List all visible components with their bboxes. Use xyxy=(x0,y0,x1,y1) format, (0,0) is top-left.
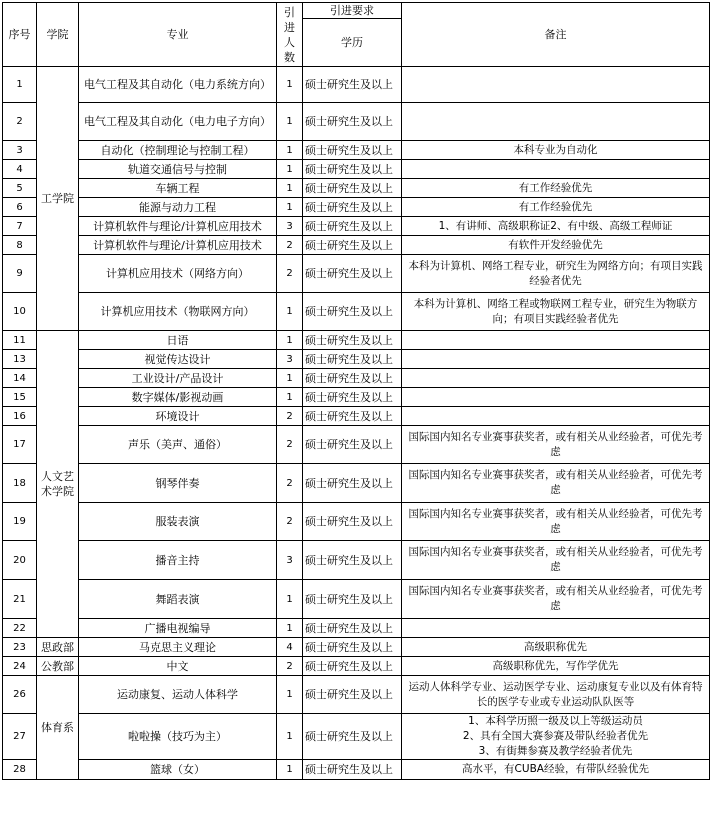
count-cell: 1 xyxy=(277,714,303,760)
education-cell: 硕士研究生及以上 xyxy=(303,198,402,217)
seq-cell: 4 xyxy=(3,160,37,179)
seq-cell: 23 xyxy=(3,638,37,657)
header-major: 专业 xyxy=(79,3,277,67)
major-cell: 啦啦操（技巧为主） xyxy=(79,714,277,760)
count-cell: 3 xyxy=(277,541,303,580)
table-row xyxy=(3,541,710,580)
remark-cell: 本科专业为自动化 xyxy=(402,141,710,160)
count-cell: 1 xyxy=(277,293,303,331)
education-cell: 硕士研究生及以上 xyxy=(303,67,402,103)
major-cell: 篮球（女） xyxy=(79,760,277,780)
remark-cell xyxy=(402,103,710,141)
remark-cell: 国际国内知名专业赛事获奖者，或有相关从业经验者，可优先考虑 xyxy=(402,541,710,580)
major-cell: 声乐（美声、通俗） xyxy=(79,426,277,464)
count-cell: 1 xyxy=(277,331,303,350)
major-cell: 自动化（控制理论与控制工程） xyxy=(79,141,277,160)
table-row xyxy=(3,293,710,331)
remark-line: 1、本科学历照一级及以上等级运动员 xyxy=(468,715,643,727)
remark-cell: 有工作经验优先 xyxy=(402,198,710,217)
major-cell: 工业设计/产品设计 xyxy=(79,369,277,388)
college-cell: 工学院 xyxy=(37,67,79,331)
seq-cell: 5 xyxy=(3,179,37,198)
major-cell: 日语 xyxy=(79,331,277,350)
seq-cell: 11 xyxy=(3,331,37,350)
count-cell: 2 xyxy=(277,236,303,255)
count-cell: 1 xyxy=(277,369,303,388)
remark-cell xyxy=(402,369,710,388)
table-row xyxy=(3,236,710,255)
major-cell: 环境设计 xyxy=(79,407,277,426)
education-cell: 硕士研究生及以上 xyxy=(303,541,402,580)
remark-cell: 国际国内知名专业赛事获奖者，或有相关从业经验者，可优先考虑 xyxy=(402,464,710,503)
seq-cell: 15 xyxy=(3,388,37,407)
count-cell: 2 xyxy=(277,464,303,503)
major-cell: 车辆工程 xyxy=(79,179,277,198)
major-cell: 电气工程及其自动化（电力系统方向） xyxy=(79,67,277,103)
seq-cell: 18 xyxy=(3,464,37,503)
major-cell: 广播电视编导 xyxy=(79,619,277,638)
seq-cell: 21 xyxy=(3,580,37,619)
header-row-1 xyxy=(3,3,710,19)
count-cell: 1 xyxy=(277,760,303,780)
major-cell: 马克思主义理论 xyxy=(79,638,277,657)
seq-cell: 17 xyxy=(3,426,37,464)
major-cell: 视觉传达设计 xyxy=(79,350,277,369)
seq-cell: 28 xyxy=(3,760,37,780)
major-cell: 计算机软件与理论/计算机应用技术 xyxy=(79,217,277,236)
header-seq: 序号 xyxy=(3,3,37,67)
table-row xyxy=(3,676,710,714)
remark-cell: 高级职称优先 xyxy=(402,638,710,657)
remark-cell xyxy=(402,331,710,350)
recruitment-table xyxy=(2,2,710,780)
remark-cell xyxy=(402,407,710,426)
table-row xyxy=(3,388,710,407)
remark-cell: 高级职称优先，写作学优先 xyxy=(402,657,710,676)
table-row xyxy=(3,760,710,780)
major-cell: 舞蹈表演 xyxy=(79,580,277,619)
education-cell: 硕士研究生及以上 xyxy=(303,369,402,388)
count-cell: 2 xyxy=(277,503,303,541)
major-cell: 运动康复、运动人体科学 xyxy=(79,676,277,714)
seq-cell: 14 xyxy=(3,369,37,388)
seq-cell: 2 xyxy=(3,103,37,141)
seq-cell: 3 xyxy=(3,141,37,160)
seq-cell: 13 xyxy=(3,350,37,369)
education-cell: 硕士研究生及以上 xyxy=(303,407,402,426)
education-cell: 硕士研究生及以上 xyxy=(303,350,402,369)
remark-cell: 1、有讲师、高级职称证2、有中级、高级工程师证 xyxy=(402,217,710,236)
seq-cell: 7 xyxy=(3,217,37,236)
remark-cell xyxy=(402,350,710,369)
table-row xyxy=(3,619,710,638)
education-cell: 硕士研究生及以上 xyxy=(303,293,402,331)
education-cell: 硕士研究生及以上 xyxy=(303,580,402,619)
count-cell: 1 xyxy=(277,179,303,198)
education-cell: 硕士研究生及以上 xyxy=(303,676,402,714)
seq-cell: 16 xyxy=(3,407,37,426)
remark-cell xyxy=(402,388,710,407)
header-remark: 备注 xyxy=(402,3,710,67)
count-cell: 2 xyxy=(277,255,303,293)
seq-cell: 8 xyxy=(3,236,37,255)
table-row xyxy=(3,407,710,426)
remark-cell: 国际国内知名专业赛事获奖者，或有相关从业经验者，可优先考虑 xyxy=(402,426,710,464)
education-cell: 硕士研究生及以上 xyxy=(303,388,402,407)
header-count: 引进人数 xyxy=(277,3,303,67)
remark-cell: 本科为计算机、网络工程专业，研究生为网络方向；有项目实践经验者优先 xyxy=(402,255,710,293)
count-cell: 1 xyxy=(277,388,303,407)
remark-cell: 有软件开发经验优先 xyxy=(402,236,710,255)
major-cell: 数字媒体/影视动画 xyxy=(79,388,277,407)
count-cell: 1 xyxy=(277,141,303,160)
college-cell: 思政部 xyxy=(37,638,79,657)
table-row xyxy=(3,141,710,160)
table-row xyxy=(3,67,710,103)
education-cell: 硕士研究生及以上 xyxy=(303,217,402,236)
major-cell: 服装表演 xyxy=(79,503,277,541)
count-cell: 3 xyxy=(277,217,303,236)
count-cell: 3 xyxy=(277,350,303,369)
education-cell: 硕士研究生及以上 xyxy=(303,760,402,780)
count-cell: 1 xyxy=(277,103,303,141)
education-cell: 硕士研究生及以上 xyxy=(303,236,402,255)
table-row xyxy=(3,198,710,217)
seq-cell: 22 xyxy=(3,619,37,638)
remark-line: 3、有街舞参赛及教学经验者优先 xyxy=(478,745,633,757)
remark-cell: 运动人体科学专业、运动医学专业、运动康复专业以及有体育特长的医学专业或专业运动队队医等 xyxy=(402,676,710,714)
header-college: 学院 xyxy=(37,3,79,67)
seq-cell: 10 xyxy=(3,293,37,331)
table-row xyxy=(3,503,710,541)
table-row xyxy=(3,217,710,236)
education-cell: 硕士研究生及以上 xyxy=(303,657,402,676)
college-cell: 人文艺术学院 xyxy=(37,331,79,638)
table-row xyxy=(3,714,710,760)
seq-cell: 27 xyxy=(3,714,37,760)
table-row xyxy=(3,179,710,198)
remark-line: 2、具有全国大赛参赛及带队经验者优先 xyxy=(462,730,649,742)
major-cell: 中文 xyxy=(79,657,277,676)
education-cell: 硕士研究生及以上 xyxy=(303,426,402,464)
education-cell: 硕士研究生及以上 xyxy=(303,464,402,503)
table-row xyxy=(3,350,710,369)
college-cell: 体育系 xyxy=(37,676,79,780)
education-cell: 硕士研究生及以上 xyxy=(303,179,402,198)
table-body xyxy=(3,3,710,780)
seq-cell: 26 xyxy=(3,676,37,714)
major-cell: 电气工程及其自动化（电力电子方向） xyxy=(79,103,277,141)
table-row xyxy=(3,369,710,388)
remark-cell: 有工作经验优先 xyxy=(402,179,710,198)
count-cell: 1 xyxy=(277,580,303,619)
seq-cell: 1 xyxy=(3,67,37,103)
table-row xyxy=(3,331,710,350)
remark-cell: 本科为计算机、网络工程或物联网工程专业，研究生为物联方向；有项目实践经验者优先 xyxy=(402,293,710,331)
remark-cell: 国际国内知名专业赛事获奖者，或有相关从业经验者，可优先考虑 xyxy=(402,580,710,619)
count-cell: 1 xyxy=(277,67,303,103)
table-row xyxy=(3,464,710,503)
education-cell: 硕士研究生及以上 xyxy=(303,638,402,657)
table-row xyxy=(3,657,710,676)
table-row xyxy=(3,580,710,619)
major-cell: 播音主持 xyxy=(79,541,277,580)
major-cell: 计算机应用技术（物联网方向） xyxy=(79,293,277,331)
table-row xyxy=(3,426,710,464)
education-cell: 硕士研究生及以上 xyxy=(303,331,402,350)
remark-cell xyxy=(402,619,710,638)
count-cell: 1 xyxy=(277,676,303,714)
remark-cell: 高水平，有CUBA经验，有带队经验优先 xyxy=(402,760,710,780)
table-row xyxy=(3,160,710,179)
count-cell: 1 xyxy=(277,198,303,217)
college-cell: 公教部 xyxy=(37,657,79,676)
seq-cell: 24 xyxy=(3,657,37,676)
count-cell: 1 xyxy=(277,619,303,638)
header-requirement-group: 引进要求 xyxy=(303,3,402,19)
education-cell: 硕士研究生及以上 xyxy=(303,714,402,760)
remark-cell xyxy=(402,714,710,760)
education-cell: 硕士研究生及以上 xyxy=(303,103,402,141)
major-cell: 钢琴伴奏 xyxy=(79,464,277,503)
seq-cell: 20 xyxy=(3,541,37,580)
seq-cell: 9 xyxy=(3,255,37,293)
count-cell: 2 xyxy=(277,657,303,676)
major-cell: 计算机软件与理论/计算机应用技术 xyxy=(79,236,277,255)
remark-cell xyxy=(402,67,710,103)
remark-cell xyxy=(402,160,710,179)
seq-cell: 19 xyxy=(3,503,37,541)
major-cell: 能源与动力工程 xyxy=(79,198,277,217)
education-cell: 硕士研究生及以上 xyxy=(303,255,402,293)
major-cell: 计算机应用技术（网络方向） xyxy=(79,255,277,293)
major-cell: 轨道交通信号与控制 xyxy=(79,160,277,179)
education-cell: 硕士研究生及以上 xyxy=(303,160,402,179)
education-cell: 硕士研究生及以上 xyxy=(303,619,402,638)
header-education: 学历 xyxy=(303,19,402,67)
count-cell: 1 xyxy=(277,160,303,179)
remark-cell: 国际国内知名专业赛事获奖者，或有相关从业经验者，可优先考虑 xyxy=(402,503,710,541)
education-cell: 硕士研究生及以上 xyxy=(303,141,402,160)
count-cell: 2 xyxy=(277,407,303,426)
seq-cell: 6 xyxy=(3,198,37,217)
count-cell: 4 xyxy=(277,638,303,657)
count-cell: 2 xyxy=(277,426,303,464)
table-row xyxy=(3,255,710,293)
table-row xyxy=(3,638,710,657)
table-row xyxy=(3,103,710,141)
education-cell: 硕士研究生及以上 xyxy=(303,503,402,541)
